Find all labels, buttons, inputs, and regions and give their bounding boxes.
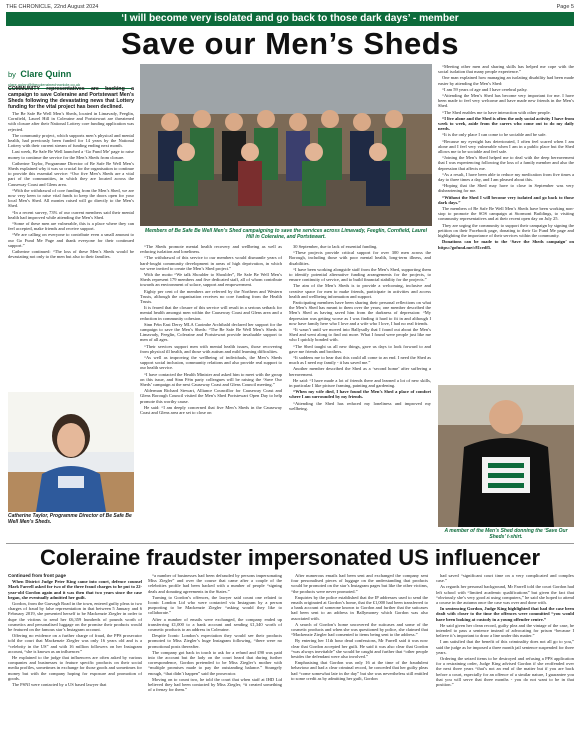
paragraph: After numerous emails had been sent and exchanged the company sent four personalised pieces of luggage on the understanding that products would be promoted on the star’s Instagram pages but like the other victims, “the products were never promoted.” [291, 573, 428, 594]
paragraph: “These projects provide critical support for over 300 men across the Borough, including those with poor mental health, long-term illness, and disabilities. [289, 250, 431, 266]
paragraph: When District Judge Peter King came into court, defence counsel Mark Farrell asked for two of the three fraud charges to be put to 22-year-old Gordon again and it was then that two years since the case began, she eventually admitted her guilt. [8, 579, 142, 600]
paragraph: “I live alone and the Shed is often the only social activity I have from week to week, aside from the carers who come out to do my daily needs. [438, 115, 574, 132]
paragraph: had saved “significant court time on a very complicated and complex case.” [436, 573, 574, 584]
tshirt-photo-image [438, 385, 574, 527]
paragraph: Catherine Taylor, Programme Director of Be Safe Be Well Men’s Sheds explained why it was so crucial for the organisation to continue to provide this essential service: “Our five Men’s Sheds are a vital part of the communities, in which they are located across the Causeway Coast and Glens area. [8, 160, 134, 187]
paragraph: After a number of emails were exchanged, the company ended up transferring £1,000 to a bank account and sending £1,340 worth of cosmetic products to an address in Coleraine. [148, 616, 282, 633]
paragraph: “Because my eyesight has deteriorated, I often feel scared when I am alone and I feel very vulnerable when I am in a public place but the Shed allows me to be sociable and feel safe. [438, 138, 574, 155]
paragraph: In sentencing Gordon, Judge King highlighted that had the case been dealt with closer to the time the offences were committed “you would have been looking at custody in a young offender centre.” [436, 606, 574, 622]
paragraph: With the motto “We talk Shoulder to Shoulder”, Be Safe Be Well Men’s Sheds represent 179 members and five dedicated staff, all of whom contribute towards an environment of solace, support and empowerment. [140, 272, 282, 288]
paragraph: The Be Safe Be Well Men’s Sheds, located in Limavady, Feeglin, Cornfield, Laurel Hill in Coleraine and Portstewart are threatened with closure after their National Lottery core funding application was rejected. [8, 111, 134, 132]
byline-email[interactable]: clare.quinn@thecolerainechronicle.co.uk [8, 82, 81, 87]
paragraph: “It wasn’t until we moved into Ballysally that I found out about the Men’s Shed and went along to find out more. What I found were people just like me who I quickly bonded with. [289, 327, 431, 343]
article-column-3 [289, 244, 431, 540]
paragraph: “a number of businesses had been defrauded by persons impersonating Miss Ziegler” and over the course that came after a couple of the celebrities profile had been hacked with a number of people “signing deals and donating agreements in the States.” [148, 573, 282, 594]
paragraph: Moving on to count two, he told the court that when staff at IHD Ltd believed they had been contacted by Miss Ziegler, “it created something of a frenzy for them.” [148, 676, 282, 693]
byline-author: Clare Quinn [20, 69, 72, 79]
paragraph: Emphasising that Gordon was only 16 at the time of the fraudulent behaviour and had a clear criminal record, he conceded that her guilty pleas had “come somewhat late in the day” but she was nevertheless still entitled to some credit as by admitting her guilt, Gordon [291, 660, 428, 681]
paragraph: Ordering the seized items to be destroyed and refusing a PPS application for a restraining order, Judge King advised Gordon if she reoffended over the next three years “that’s not an end of the matter but if you are back before a court, especially for an offence of a similar nature, I guarantee you that you will serve that three months - you do not want to be in that position.” [436, 656, 574, 688]
paragraph: “We are calling on everyone to contribute even a small amount to our Go Fund Me Page and thank everyone for their continued support.” [8, 232, 134, 248]
paragraph: “I have contacted the Health Minister and asked him to meet with the group on this issue, and Sinn Féin party colleagues will be raising the ‘Save Our Sheds’ campaign at the next Causeway Coast and Glens Council meeting.” [140, 371, 282, 388]
article-column-1 [8, 86, 134, 389]
paragraph: “Attending the Shed has reduced my loneliness and improved my wellbeing. [289, 400, 431, 411]
paragraph: Participating members have been sharing their personal reflections on what the Men’s Shed has meant to them over the years; one member described the Men’s Shed as having saved him from the darkness of depression: “My depression was getting worse as I was finding it hard to fit in and although I now have family here who I love and a wife who I love, I had no real friends. [289, 300, 431, 326]
story2-column-4 [436, 573, 574, 735]
paragraph: “Hoping that the Shed may have to close in September was very disheartening for me. [438, 183, 574, 194]
paragraph: “I have been working alongside staff from the Men’s Shed, supporting them to identify potential alternative funding arrangements for the projects, to ensure continuity of service, and to build financial stability for the projects.” [289, 266, 431, 283]
paragraph: Offering no evidence on a further charge of fraud, the PPS prosecutor told the court that Mackenzie Ziegler was only 16 years old and is a “celebrity in the US” and with 16 million followers on her Instagram account, “she is known as an influencer.” [8, 633, 142, 654]
group-photo-image [140, 64, 432, 226]
paragraph: “The Shed taught us all new things, gave us days to look forward to and gave me friends and brothers. [289, 343, 431, 354]
paragraph: Alderman Richard Stewart, Alliance Councillor for Causeway Coast and Glens Borough Council visited the Men’s Shed Portstewart Open Day to help promote this worthy cause. [140, 388, 282, 404]
paragraph: Donations can be made to the ‘Save the Sheds campaign’ on https://gofund.me/c81cedf5. [438, 239, 574, 250]
photo-catherine-taylor [8, 392, 134, 512]
story2-column-2 [148, 573, 282, 735]
paragraph: “Attending the Men’s Shed has become very important for me. I have been made to feel very welcome and have made new friends in the Men’s Shed. [438, 93, 574, 109]
paragraph: He said given her clean record, guilty plea and the vintage of the case, he intended to pass a sentence instead of advocating for prison “because I believe it’s important to draw a line under this matter.” [436, 622, 574, 639]
paragraph: Eighty per cent of the members are referred by the Northern and Western Trusts, although the organisation receives no core funding from the Health Trusts. [140, 288, 282, 305]
photo-mens-shed-group [140, 64, 432, 226]
paragraph: Turning to Gordon’s offences, the lawyer said count one related to Iconic London Ltd who were contacted via Instagram by a person purporting to be Mackenzie Ziegler “asking would they like to collaborate.” [148, 594, 282, 616]
paragraph: The aim of the Men’s Sheds is to provide a welcoming, inclusive and creative space for men to make friends, participate in activities and access health and wellbeing information and support. [289, 283, 431, 299]
paragraph: “Their services support men with mental health issues, those recovering from physical ill health, and those with autism and mild learning difficulties. [140, 343, 282, 354]
paragraph: He said: “I am deeply concerned that five Men’s Sheds in the Causeway Coast and Glens area are set to close on [140, 404, 282, 416]
paragraph: 30 September, due to lack of essential funding. [293, 244, 378, 249]
quote-banner: ‘I will become very isolated and go back to those dark days’ - member [6, 12, 574, 26]
paragraph: The company got back in touch to ask for a refund and £90 was paid into the account but the lady on the court heard that during further correspondence, Gordon pretended to be Miss Ziegler’s mother with “multiple promises made to pay the outstanding balance.” Strangely enough, “that didn’t happen” said the prosecutor. [148, 649, 282, 676]
paragraph: “It is the only place I can come to be sociable and be safe. [442, 132, 547, 138]
paragraph: “When my wife died, I have found the Men’s Shed a place of comfort where I am surrounded by my friends. [289, 389, 431, 400]
paragraph: “The Sheds promote mental health recovery and wellbeing as well as reducing isolation and loneliness. [140, 244, 282, 255]
paragraph: “As a result, I have been able to reduce my medication from five times a day to three times a day, and I am pleased about this. [438, 171, 574, 183]
paragraph: Catherine continued: “The loss of these Men’s Sheds would be devastating not only to the men but also to their families. [8, 249, 134, 260]
paragraph: Despite Iconic London’s expectation they would see their products promoted to Miss Ziegler’s huge Instagram following, “there were no promotional posts thereafter. [148, 633, 282, 649]
second-headline: Coleraine fraudster impersonated US influencer [39, 545, 541, 570]
photo-member-tshirt [438, 385, 574, 527]
paragraph: “The Shed enables me to have interaction with other people. [442, 109, 551, 115]
paragraph: “Without the Shed I will become very isolated and go back to those dark days.” [438, 194, 574, 205]
paragraph: Enquiries by the police established that the IP addresses used to send the emails originated at Gordon’s home, that the £1,000 had been transferred to a bank account of someone known to Gordon and further that the suitcases had been sent to an address in Ballymoney which Gordon was also associated with. [291, 594, 428, 621]
story2-column-1 [8, 573, 142, 735]
article-column-2 [140, 244, 282, 540]
paragraph: “I am 59 years of age and I have cerebral palsy. [442, 86, 528, 92]
paper-name-date: THE CHRONICLE, 22nd August 2024 [6, 4, 99, 10]
paragraph: The PSNI were contacted by a US based lawyer that [12, 682, 107, 688]
paragraph: Sinn Féin East Derry MLA Caoimhe Archibald declared her support for the campaign to save the Men’s Sheds: “The Be Safe Be Well Men’s Sheds in Limavady, Feeglin, Coleraine and Portstewart provide invaluable support to men of all ages. [140, 321, 282, 343]
paragraph: Last week, Be Safe Be Well launched a ‘Go Fund Me’ page to raise money to continue the service for the Men’s Sheds from closure. [8, 149, 134, 160]
paragraph: “Joining the Men’s Shed helped me to deal with the deep bereavement that I was experiencing following the loss of a family member and also the depression that affects me. [438, 155, 574, 171]
article-lead: COMMUNITY representatives are backing a campaign to save Coleraine and Portstewart Men’s Sheds following the devastating news that Lottery funding for the vital project has been declined. [8, 86, 134, 110]
paragraph: As regards her personal background, Mr Farrell told the court Gordon had left school with “limited academic qualifications” but given the fact that “obviously she’s very good at using computers,” he said she hoped to attend a course in the autumn once the case was over and done with. [436, 584, 574, 606]
paragraph: “In a recent survey, 73% of our current members said their mental health had improved while attending the Men’s Shed. [8, 209, 134, 220]
paragraph: “As well as improving the wellbeing of individuals, the Men’s Sheds support social inclusion, community relations and also provide real support to our health service. [140, 355, 282, 371]
paragraph: “Some of these men are vulnerable, this is a place where they can feel accepted, make friends and receive support. [8, 221, 134, 232]
page-header [6, 3, 574, 12]
paragraph: A search of Gordon’s home uncovered the suitcases and some of the cosmetic products and when she was questioned by police, she claimed that “Mackenzie Ziegler had consented to items being sent to the address.” [291, 621, 428, 638]
photo-caption-member: A member of the Men’s Shed donning the ‘Save Our Sheds’ t-shirt. [444, 528, 568, 540]
article-column-4 [438, 64, 574, 382]
paragraph: “The withdrawal of this service to our members would dismantle years of hard-fought community development in areas of high deprivation, in which we were invited to create the Men’s Shed project.” [140, 255, 282, 271]
story2-column-3 [291, 573, 428, 735]
paragraph: “It saddens me to hear that this could all come to an end. I need the Shed as much as I need my family - it has saved me.” [289, 355, 431, 366]
paragraph: They are urging the community to support their campaign by signing the petition on their Facebook page, donating to their Go Fund Me page and highlighting the importance of their services within the community. [438, 222, 574, 239]
paragraph: I am satisfied that the benefit of this criminality does not all go to you,” said the judge as he imposed a three month jail sentence suspended for three years. [436, 639, 574, 655]
paragraph: By entering her 11th hour dead confessions, Mr Farrell said it was now clear that Gordon accepted her guilt. He said it was also clear that Gordon “was always inevitable” she would be caught and further that “other people besides the defendant were also involved.” [291, 638, 428, 660]
paragraph: “With the withdrawal of core funding from the Men’s Shed, we are now very keen to raise vital funds to keep the doors open for your local Men’s Shed. All monies raised will go directly to the Men’s Shed. [8, 187, 134, 209]
paragraph: He said: “I have made a lot of friends there and learned a lot of new skills, in particular I like picture framing, painting and gardening. [289, 377, 431, 389]
paragraph: “Meeting other men and sharing skills has helped me cope with the social isolation that many people experience.” [438, 64, 574, 75]
page-number: Page 5 [556, 4, 574, 10]
photo-caption-catherine: Catherine Taylor, Programme Director of Be Safe Be Well Men’s Sheds. [8, 513, 132, 525]
continued-label: Continued from front page [8, 573, 66, 578]
photo-caption-group: Members of Be Safe Be Well Men’s Shed campaigning to save the services across Limavady, Feeglin, Cornfield, Laurel Hill in Coleraine, and Portstewart. [145, 228, 427, 240]
paragraph: The community project, which supports men’s physical and mental health, had previously been funded for 14 years by the National Lottery with their current stream of funding ending next month. [8, 132, 134, 149]
story-divider [6, 543, 574, 544]
paragraph: It is feared that the closure of this service will result in a serious setback for mental health amongst men within the Causeway Coast and Glens area and a reduction in community cohesion. [140, 305, 282, 321]
main-headline: Save our Men’s Sheds [121, 26, 459, 61]
paragraph: Gordon, from the Garvagh Road in the town, entered guilty pleas to two charges of fraud by false representation in that between 5 January and 6 February 2019, she presented herself to be Mackenzie Ziegler in order to dupe the victims to send her £6,359 hundreds of pounds worth of cosmetics and personalised luggage on the promise their products would be featured on the famous star’s Instagram account. [8, 601, 142, 633]
portrait-image [8, 392, 134, 512]
paragraph: He explained to the judge that influencers are often asked by various companies and businesses to feature specific products on their social media profiles, sometimes in exchange for those goods and sometimes for money but with the company hoping for exposure and promotion of goods. [8, 655, 142, 681]
paragraph: One man explained how managing an isolating disability had been made easier by attending the Men’s Shed: [438, 75, 574, 86]
paragraph: The members of Be Safe Be Well Men’s Sheds have been working non-stop to promote the SOS campaign at Stormont Buildings, to visiting community representatives and at their recent open day on July 25. [438, 206, 574, 222]
byline-by: by [8, 70, 16, 79]
paragraph: Another member described the Shed as a ‘second home’ after suffering a bereavement. [289, 366, 431, 377]
